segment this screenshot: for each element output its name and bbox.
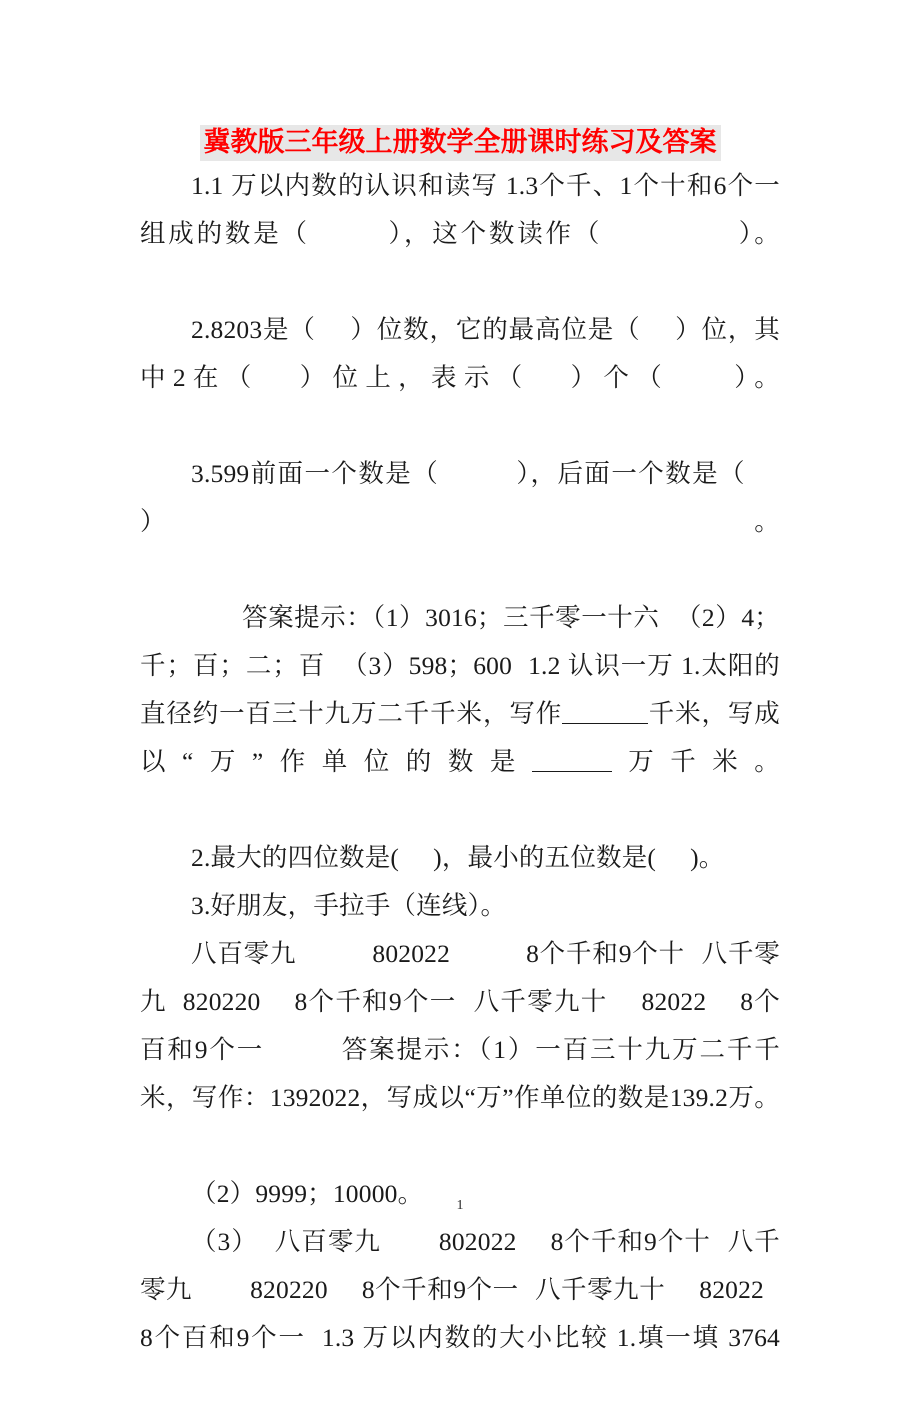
document-title [140, 118, 780, 162]
p9-segment-a: （2）9999；10000。 [191, 1179, 424, 1208]
p1-segment-b: ），这个数读作（ [385, 219, 603, 248]
p5-segment-b: )，最小的五位数是( [433, 843, 657, 872]
p4-segment-e: 千米，写成以“万”作单位的数是 [140, 699, 780, 776]
paragraph-1-2 [140, 306, 780, 450]
paragraph-answers-1 [140, 594, 780, 834]
p1-segment-a: 1.1 万以内数的认识和读写 1.3个千、1个十和6个一组成的数是（ [140, 171, 780, 248]
page-number: 1 [456, 1198, 464, 1213]
document-body [140, 0, 781, 1352]
paragraph-matching-list-1 [140, 930, 780, 1170]
p2-segment-c: ）位，其中2在（ [140, 315, 781, 392]
answer-3-label: （3） [191, 1227, 258, 1256]
match2-item-3: 8个千和9个十 [550, 1227, 711, 1256]
p2-segment-a: 2.8203是（ [191, 315, 316, 344]
p2-segment-f: ）。 [727, 363, 780, 392]
p4-segment-f: 万千米。 [611, 747, 780, 776]
match-item-5: 820220 [182, 987, 261, 1016]
p8-segment-a: 答案提示：（1）一百三十九万二千千米，写作：1392022，写成以“万”作单位的数是139.2万。 [140, 1035, 780, 1112]
paragraph-2-3 [140, 882, 780, 930]
p3-segment-a: 3.599前面一个数是（ [191, 459, 440, 488]
p1-segment-c: ）。 [736, 219, 781, 248]
match-item-2: 802022 [372, 939, 451, 968]
p2-segment-e: ）个（ [563, 363, 670, 392]
match2-item-1: 八百零九 [273, 1227, 381, 1256]
paragraph-1-3 [140, 450, 780, 594]
paragraph-1-1 [140, 162, 780, 306]
match-item-3: 8个千和9个十 [526, 939, 685, 968]
match2-item-7: 八千零九十 [534, 1275, 666, 1304]
match2-item-2: 802022 [438, 1227, 517, 1256]
p4-segment-b: （2）4；千；百；二；百 [140, 603, 780, 680]
match2-item-4: 八千零九 [140, 1227, 780, 1304]
p2-segment-d: ）位上，表示（ [292, 363, 530, 392]
p4-segment-d: 1.2 认识一万 1.太阳的直径约一百三十九万二千千米，写作 [140, 651, 780, 728]
match-item-9: 8个百和9个一 [140, 987, 781, 1064]
p5-segment-a: 2.最大的四位数是( [191, 843, 400, 872]
section-1-3-heading-inline: 1.3 万以内数的大小比较 1.填一填 3764 [321, 1323, 780, 1352]
match2-item-9: 8个百和9个一 [140, 1323, 306, 1352]
paragraph-matching-list-2 [140, 1218, 780, 1410]
answer-blank-underline [562, 703, 648, 724]
p3-segment-b: ），后面一个数是（ [515, 459, 746, 488]
match2-item-6: 8个千和9个一 [361, 1275, 519, 1304]
match-item-1: 八百零九 [191, 939, 297, 968]
document-title-text: 冀教版三年级上册数学全册课时练习及答案 [200, 125, 721, 161]
p3-segment-c: ）。 [140, 507, 780, 536]
match2-item-8: 82022 [699, 1275, 764, 1304]
p6-segment-a: 3.好朋友，手拉手（连线）。 [191, 891, 507, 920]
p4-segment-a: 答案提示：（1）3016；三千零一十六 [242, 603, 660, 632]
paragraph-2-2 [140, 834, 780, 882]
p5-segment-c: )。 [690, 843, 725, 872]
p2-segment-b: ）位数，它的最高位是（ [349, 315, 641, 344]
match-item-4: 八千零九 [140, 939, 780, 1016]
match2-item-5: 820220 [250, 1275, 328, 1304]
page-footer [0, 1198, 920, 1214]
p4-segment-c: （3）598；600 [341, 651, 513, 680]
match-item-7: 八千零九十 [472, 987, 608, 1016]
answer-blank-underline [532, 751, 612, 772]
match-item-8: 82022 [641, 987, 707, 1016]
match-item-6: 8个千和9个一 [294, 987, 457, 1016]
